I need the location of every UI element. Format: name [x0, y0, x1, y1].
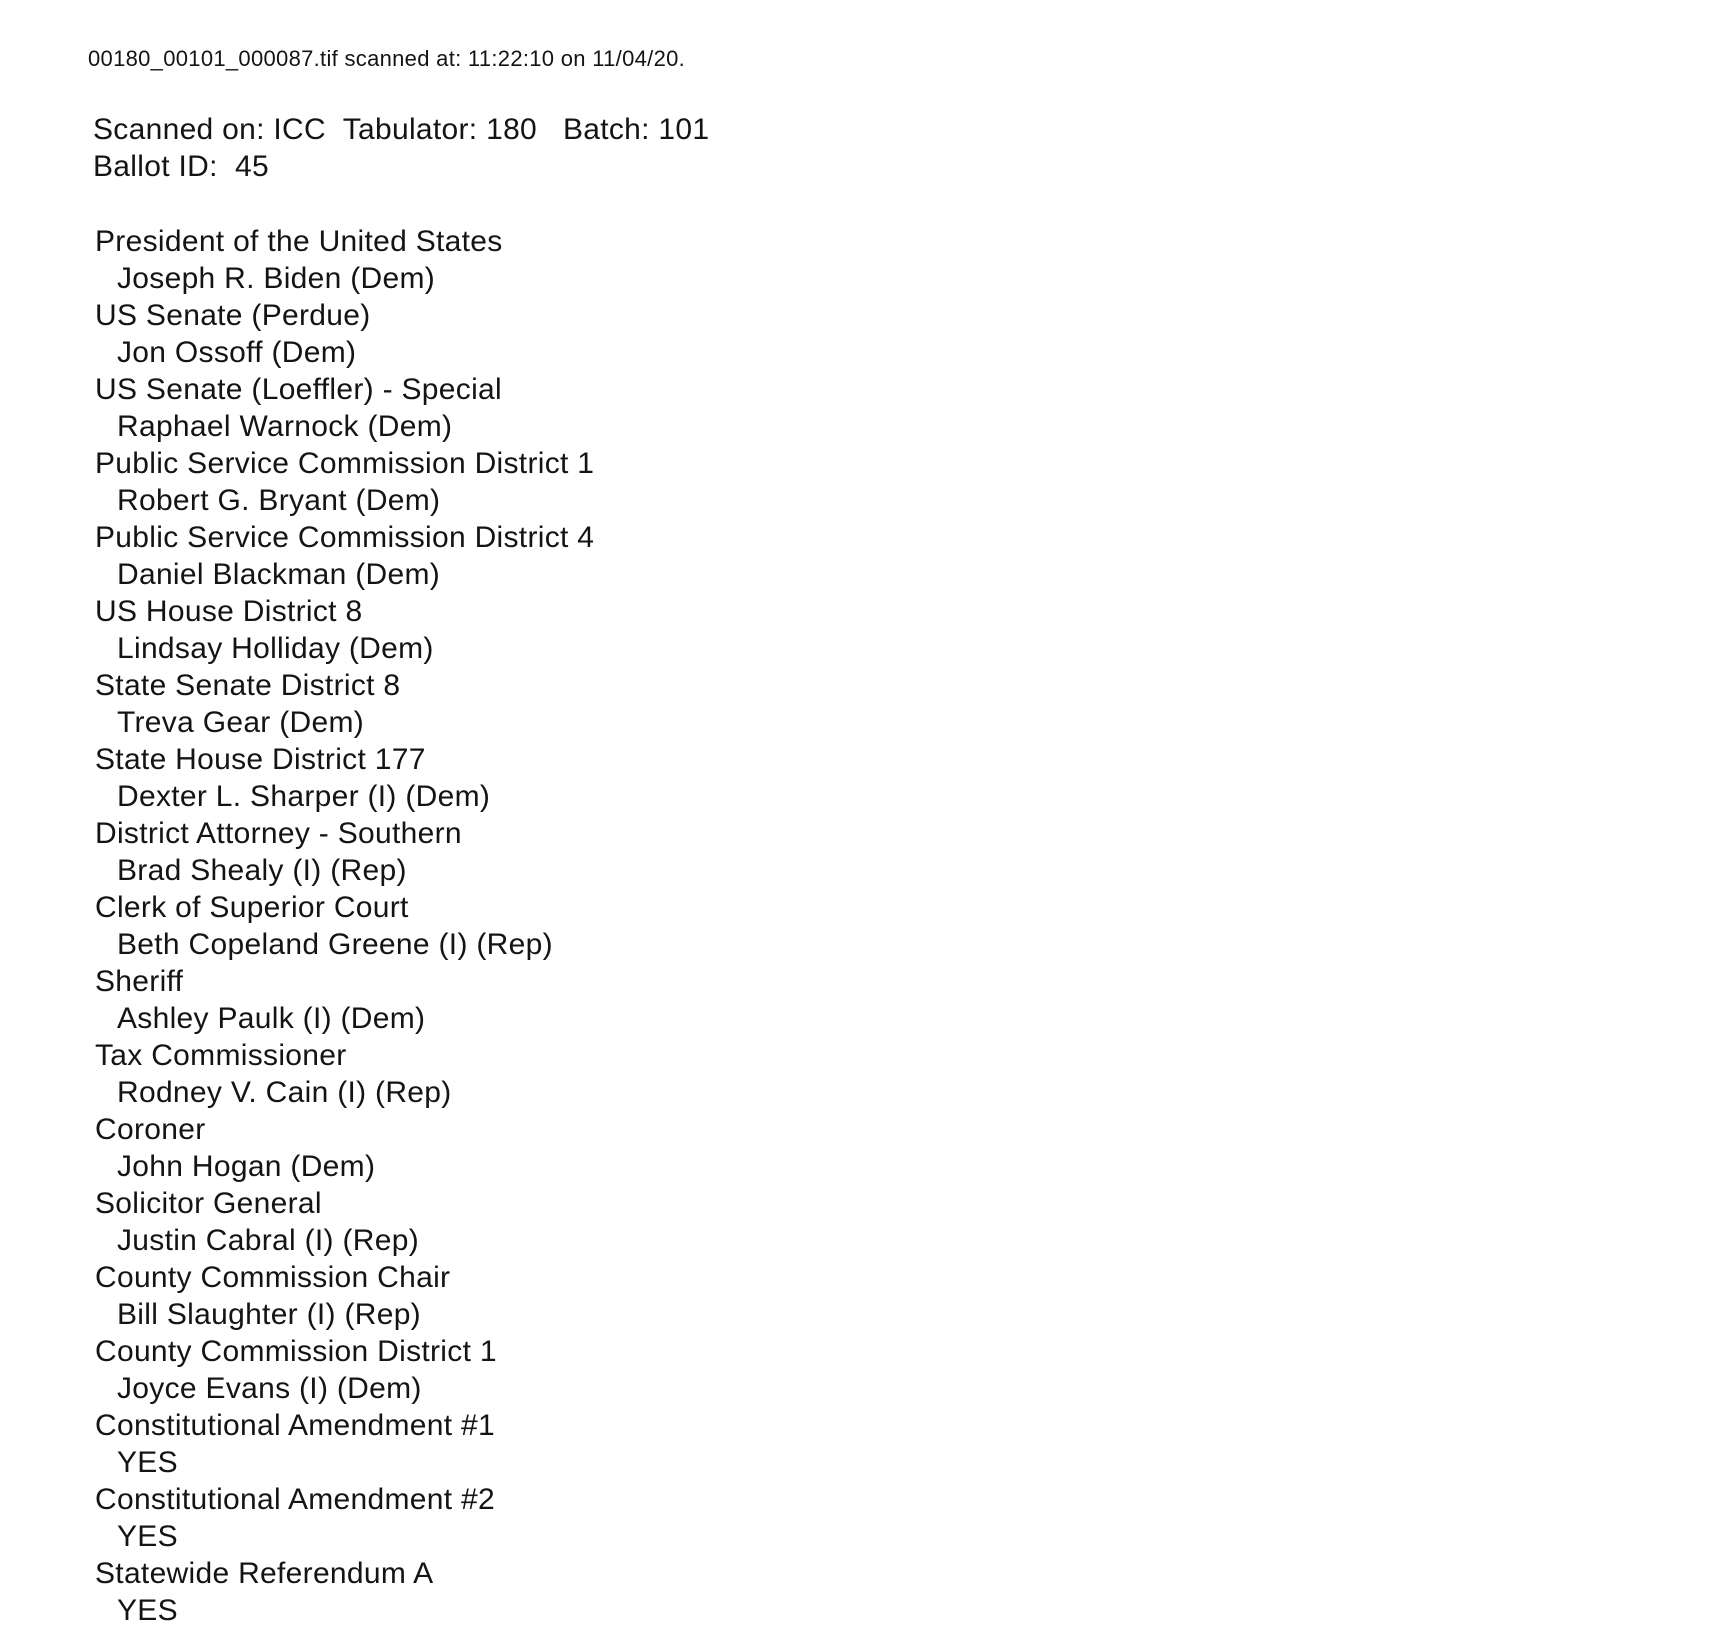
contest-selection: Beth Copeland Greene (I) (Rep) [117, 928, 553, 961]
contest-list [95, 223, 594, 1629]
contest-selection: Dexter L. Sharper (I) (Dem) [117, 780, 491, 813]
contest-row [95, 1333, 594, 1407]
contest-row [95, 1185, 594, 1259]
contest-title: County Commission District 1 [95, 1335, 497, 1368]
contest-title: Tax Commissioner [95, 1039, 347, 1072]
contest-selection: YES [117, 1520, 178, 1553]
contest-row [95, 1481, 594, 1555]
contest-row [95, 741, 594, 815]
contest-selection: Robert G. Bryant (Dem) [117, 484, 441, 517]
scan-filename-line: 00180_00101_000087.tif scanned at: 11:22:10 on 11/04/20. [88, 46, 686, 71]
contest-title: State House District 177 [95, 743, 426, 776]
contest-selection: Justin Cabral (I) (Rep) [117, 1224, 419, 1257]
contest-selection: YES [117, 1446, 178, 1479]
contest-title: Public Service Commission District 4 [95, 521, 595, 554]
contest-row [95, 1259, 594, 1333]
contest-row [95, 1111, 594, 1185]
contest-row [95, 593, 594, 667]
contest-title: State Senate District 8 [95, 669, 401, 702]
contest-title: Constitutional Amendment #1 [95, 1409, 496, 1442]
contest-row [95, 889, 594, 963]
contest-selection: Daniel Blackman (Dem) [117, 558, 441, 591]
contest-selection: Brad Shealy (I) (Rep) [117, 854, 407, 887]
scan-metadata-block [93, 111, 709, 185]
contest-selection: Joseph R. Biden (Dem) [117, 262, 436, 295]
contest-row [95, 1407, 594, 1481]
contest-selection: Jon Ossoff (Dem) [117, 336, 357, 369]
contest-selection: YES [117, 1594, 178, 1627]
contest-title: President of the United States [95, 225, 503, 258]
contest-row [95, 1555, 594, 1629]
contest-title: District Attorney - Southern [95, 817, 462, 850]
contest-row [95, 1037, 594, 1111]
contest-row [95, 815, 594, 889]
contest-selection: Ashley Paulk (I) (Dem) [117, 1002, 426, 1035]
contest-title: Sheriff [95, 965, 184, 998]
contest-row [95, 297, 594, 371]
contest-title: Clerk of Superior Court [95, 891, 409, 924]
contest-title: Public Service Commission District 1 [95, 447, 595, 480]
contest-title: US House District 8 [95, 595, 363, 628]
contest-title: US Senate (Perdue) [95, 299, 371, 332]
contest-row [95, 667, 594, 741]
contest-row [95, 371, 594, 445]
contest-selection: Bill Slaughter (I) (Rep) [117, 1298, 421, 1331]
contest-row [95, 223, 594, 297]
contest-selection: Joyce Evans (I) (Dem) [117, 1372, 422, 1405]
contest-row [95, 519, 594, 593]
contest-selection: Treva Gear (Dem) [117, 706, 365, 739]
contest-row [95, 445, 594, 519]
contest-title: US Senate (Loeffler) - Special [95, 373, 502, 406]
contest-title: Solicitor General [95, 1187, 322, 1220]
contest-selection: Rodney V. Cain (I) (Rep) [117, 1076, 452, 1109]
scanner-info-line: Scanned on: ICC Tabulator: 180 Batch: 101 [93, 113, 710, 146]
contest-selection: Raphael Warnock (Dem) [117, 410, 453, 443]
contest-title: Coroner [95, 1113, 206, 1146]
contest-selection: John Hogan (Dem) [117, 1150, 376, 1183]
contest-title: Constitutional Amendment #2 [95, 1483, 496, 1516]
contest-row [95, 963, 594, 1037]
contest-title: Statewide Referendum A [95, 1557, 434, 1590]
contest-title: County Commission Chair [95, 1261, 451, 1294]
contest-selection: Lindsay Holliday (Dem) [117, 632, 434, 665]
ballot-id-line: Ballot ID: 45 [93, 150, 269, 183]
